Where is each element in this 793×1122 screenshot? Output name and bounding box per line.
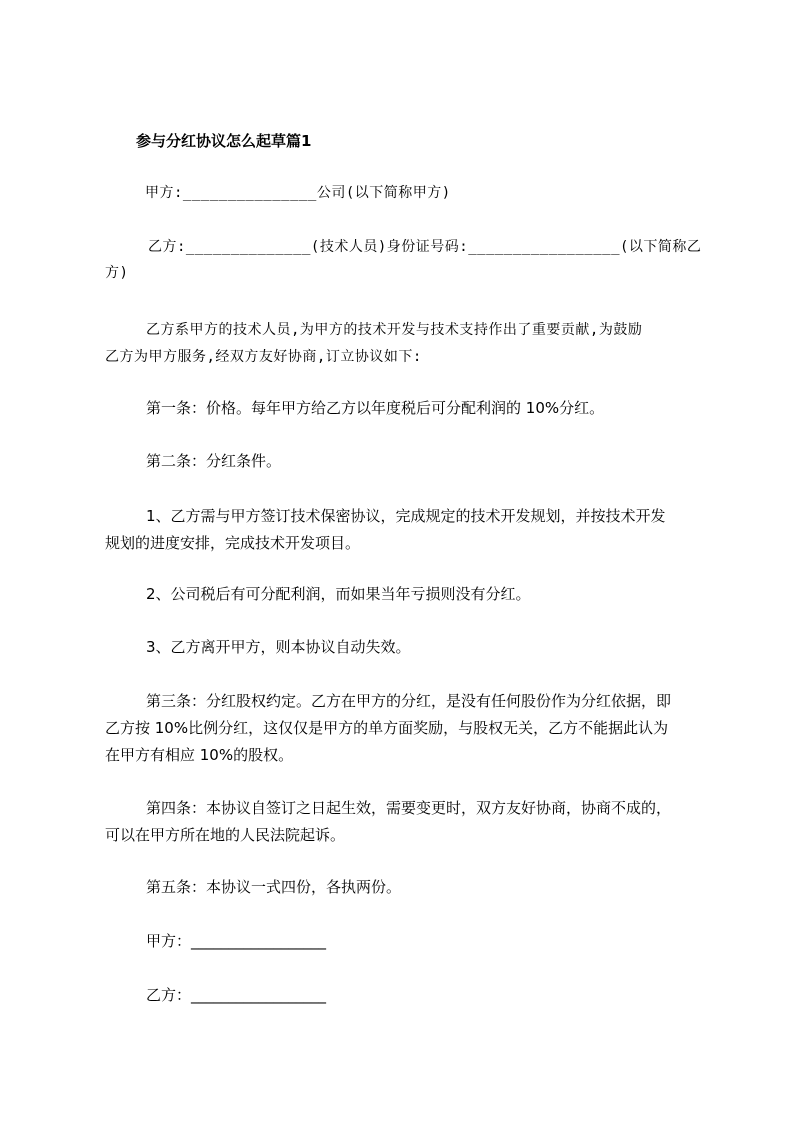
intro-line1: 乙方系甲方的技术人员,为甲方的技术开发与技术支持作出了重要贡献,为鼓励	[146, 322, 643, 338]
article-2: 第二条：分红条件。	[146, 452, 282, 470]
signature-party-b: 乙方：__________________	[146, 986, 327, 1004]
party-b-header-line2: 方)	[105, 265, 129, 281]
document-title: 参与分红协议怎么起草篇1	[136, 132, 312, 150]
item-1-line1: 1、乙方需与甲方签订技术保密协议，完成规定的技术开发规划，并按技术开发	[146, 507, 666, 525]
party-a-header: 甲方:_______________公司(以下简称甲方)	[145, 185, 451, 201]
intro-line2: 乙方为甲方服务,经双方友好协商,订立协议如下:	[105, 349, 422, 365]
article-3-line2: 乙方按 10%比例分红，这仅仅是甲方的单方面奖励，与股权无关，乙方不能据此认为	[105, 719, 669, 737]
item-3: 3、乙方离开甲方，则本协议自动失效。	[146, 638, 411, 656]
item-1-line2: 规划的进度安排，完成技术开发项目。	[105, 534, 361, 552]
article-5: 第五条：本协议一式四份，各执两份。	[146, 878, 402, 896]
article-3-line1: 第三条：分红股权约定。乙方在甲方的分红，是没有任何股份作为分红依据，即	[146, 692, 672, 710]
article-4-line1: 第四条：本协议自签订之日起生效，需要变更时，双方友好协商，协商不成的，	[146, 799, 672, 817]
article-4-line2: 可以在甲方所在地的人民法院起诉。	[105, 826, 346, 844]
item-2: 2、公司税后有可分配利润，而如果当年亏损则没有分红。	[146, 585, 531, 603]
article-1: 第一条：价格。每年甲方给乙方以年度税后可分配利润的 10%分红。	[146, 399, 605, 417]
article-3-line3: 在甲方有相应 10%的股权。	[105, 746, 294, 764]
signature-party-a: 甲方：__________________	[146, 932, 327, 950]
party-b-header-line1: 乙方:______________(技术人员)身份证号码:_________________(以下简称乙	[148, 239, 702, 255]
